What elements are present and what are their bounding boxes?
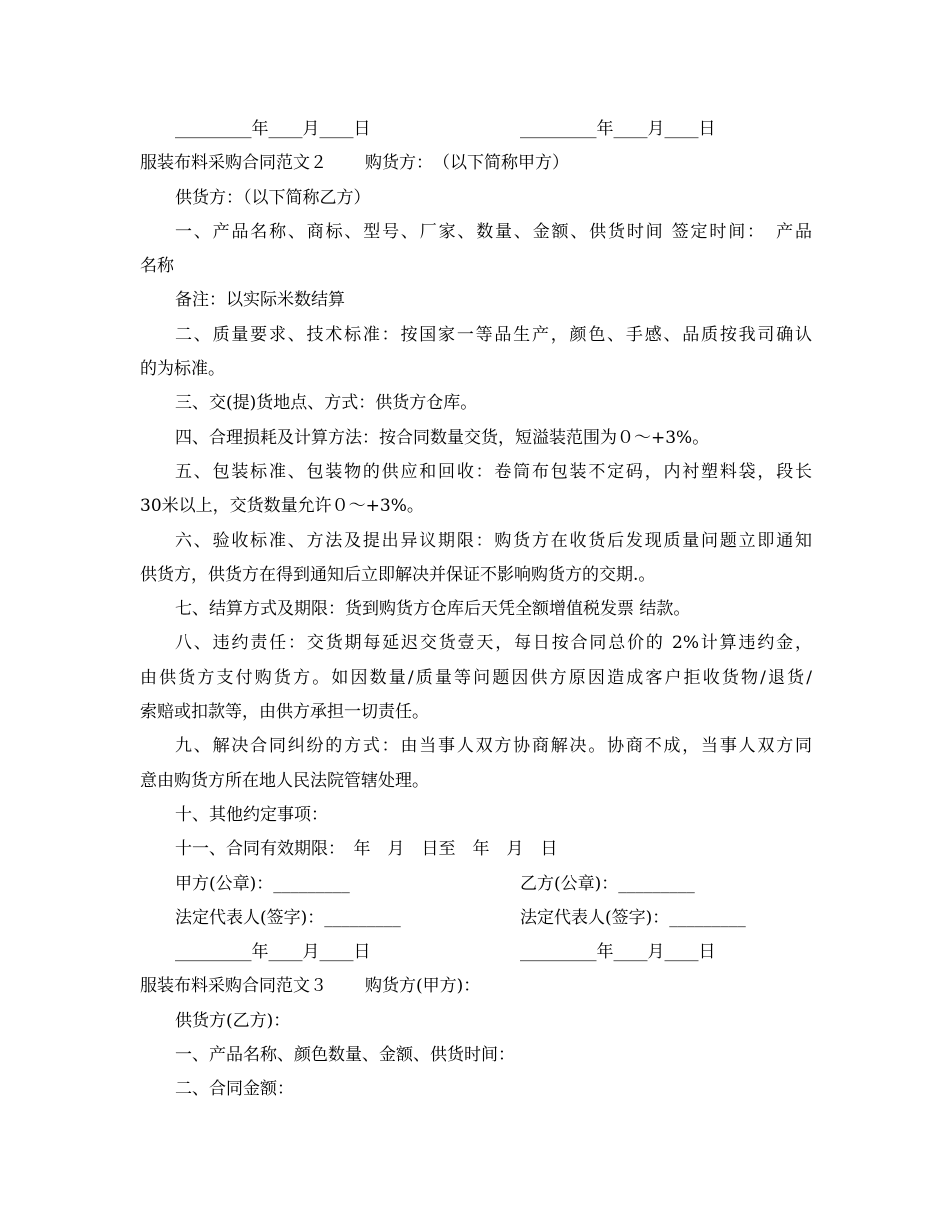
date-line [140, 112, 812, 146]
clause-2-line-2: 的为标准。 [140, 359, 225, 380]
party-a-seal: 甲方(公章)：_________ [175, 873, 350, 894]
contract-title-2: 服装布料采购合同范文２ [140, 153, 327, 174]
clause-1-contract-3: 一、产品名称、颜色数量、金额、供货时间： [175, 1045, 515, 1066]
seal-line [140, 867, 812, 901]
date-blank-right: _________年____月____日 [520, 119, 716, 139]
party-b-representative: 法定代表人(签字)：_________ [520, 907, 746, 928]
clause-1-line-1: 一、产品名称、商标、型号、厂家、数量、金额、供货时间 签定时间： 产品 [175, 221, 812, 242]
clause-5-line-2: 30米以上，交货数量允许０～+3%。 [140, 496, 424, 517]
party-a-representative: 法定代表人(签字)：_________ [175, 907, 401, 928]
clause-6-line-1: 六、验收标准、方法及提出异议期限：购货方在收货后发现质量问题立即通知 [175, 530, 812, 551]
clause-3: 三、交(提)货地点、方式：供货方仓库。 [175, 393, 478, 414]
supplier-label: 供货方：（以下简称乙方） [175, 187, 371, 208]
representative-line [140, 901, 812, 935]
date-line-2 [140, 935, 812, 969]
party-b-seal: 乙方(公章)：_________ [520, 873, 695, 894]
buyer-label: 购货方： （以下简称甲方） [365, 153, 569, 174]
date-blank-left-2: _________年____月____日 [175, 942, 371, 963]
contract-heading-2 [140, 146, 812, 180]
date-blank-right-2: _________年____月____日 [520, 942, 716, 963]
document-page [140, 112, 812, 1107]
supplier-label-3: 供货方(乙方)： [175, 1010, 291, 1031]
clause-2-contract-3: 二、合同金额： [175, 1079, 294, 1100]
clause-9-line-1: 九、解决合同纠纷的方式：由当事人双方协商解决。协商不成，当事人双方同 [175, 736, 812, 757]
clause-7: 七、结算方式及期限：货到购货方仓库后天凭全额增值税发票 结款。 [175, 599, 691, 620]
clause-8-line-2: 由供货方支付购货方。如因数量/质量等问题因供方原因造成客户拒收货物/退货/ [140, 667, 812, 688]
clause-4: 四、合理损耗及计算方法：按合同数量交货，短溢装范围为０～+3%。 [175, 427, 710, 448]
clause-2-line-1: 二、质量要求、技术标准：按国家一等品生产，颜色、手感、品质按我司确认 [175, 324, 812, 345]
date-blank-left: _________年____月____日 [175, 119, 371, 139]
clause-9-line-2: 意由购货方所在地人民法院管辖处理。 [140, 770, 429, 791]
buyer-label-3: 购货方(甲方)： [365, 976, 481, 997]
remark-line: 备注：以实际米数结算 [175, 290, 345, 311]
clause-8-line-3: 索赔或扣款等，由供方承担一切责任。 [140, 702, 429, 723]
clause-1-line-2: 名称 [140, 256, 174, 277]
contract-title-3: 服装布料采购合同范文３ [140, 976, 327, 997]
clause-8-line-1: 八、违约责任：交货期每延迟交货壹天，每日按合同总价的 2%计算违约金， [175, 633, 812, 654]
clause-5-line-1: 五、包装标准、包装物的供应和回收：卷筒布包装不定码，内衬塑料袋，段长 [175, 461, 812, 482]
clause-6-line-2: 供货方，供货方在得到通知后立即解决并保证不影响购货方的交期.。 [140, 564, 656, 585]
contract-heading-3 [140, 969, 812, 1003]
clause-10: 十、其他约定事项： [175, 804, 328, 825]
clause-11: 十一、合同有效期限： 年 月 日至 年 月 日 [175, 839, 558, 860]
